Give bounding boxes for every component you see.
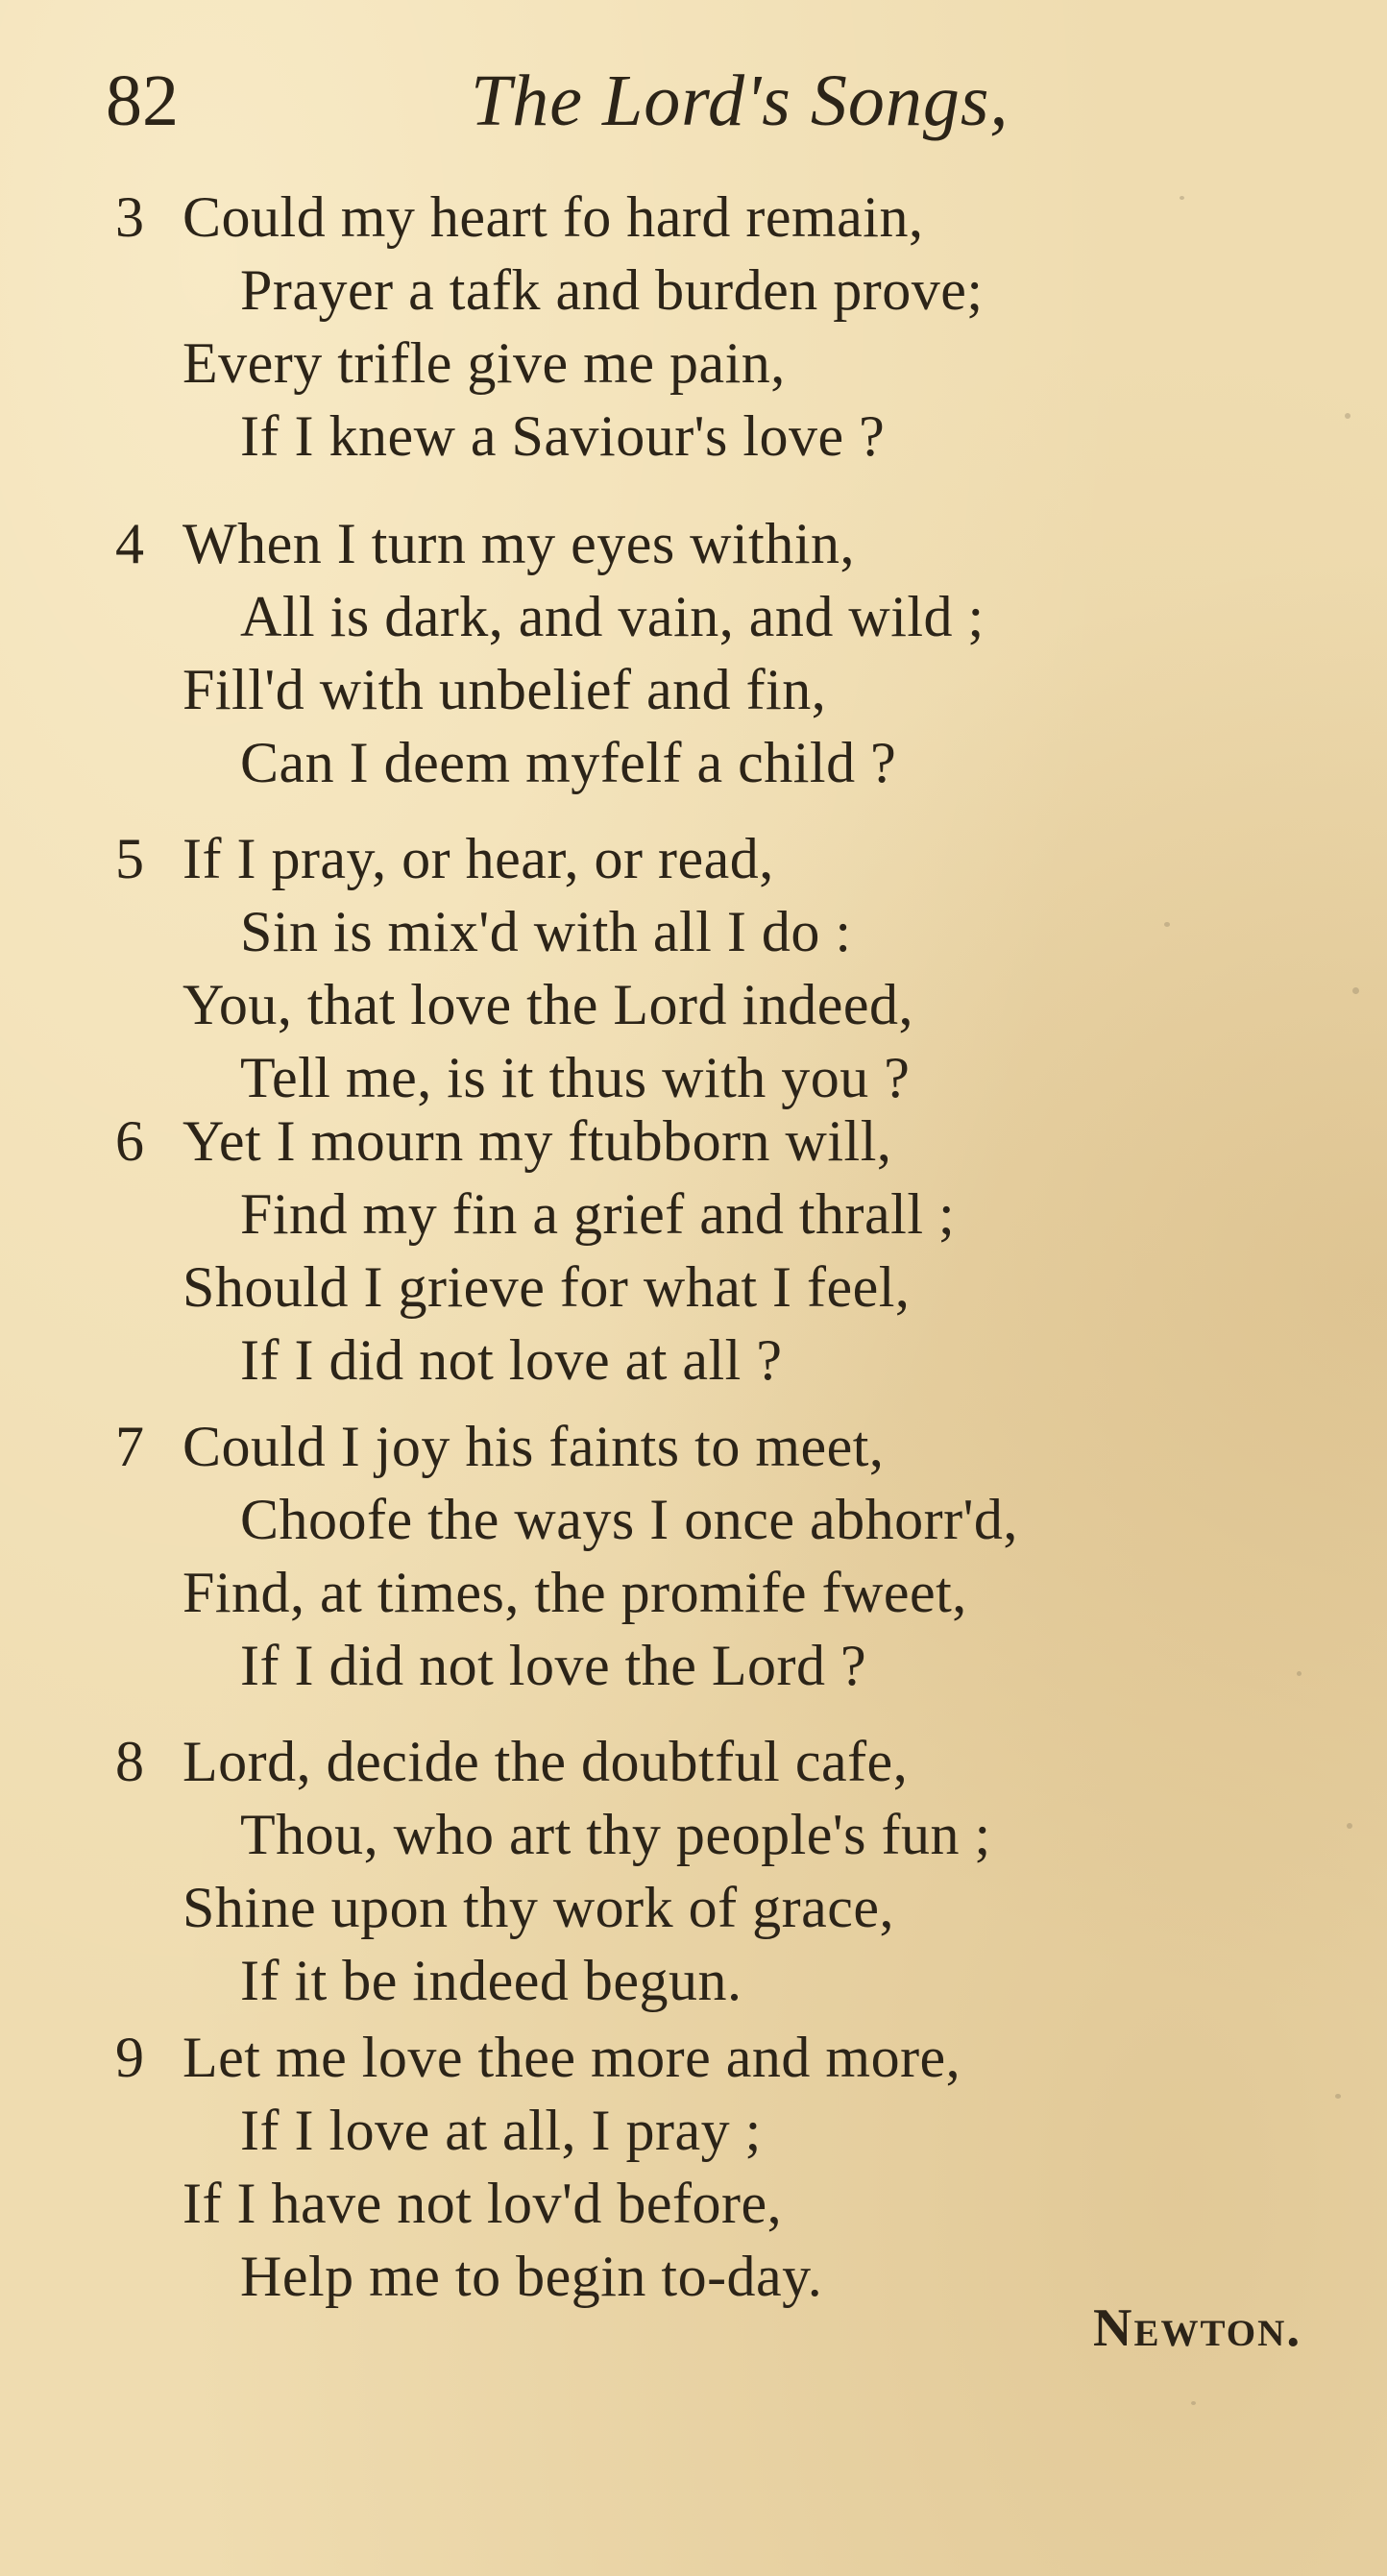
verse-line: Every trifle give me pain, xyxy=(182,331,786,395)
paper-speck xyxy=(1191,2401,1196,2405)
verse-line: Find, at times, the promife fweet, xyxy=(182,1561,967,1624)
paper-speck xyxy=(1335,2094,1341,2099)
verse-line: If I love at all, I pray ; xyxy=(240,2099,762,2162)
author-attribution: Newton. xyxy=(1093,2298,1302,2358)
verse-line: If I did not love the Lord ? xyxy=(240,1634,867,1697)
verse-line: If I did not love at all ? xyxy=(240,1328,783,1392)
verse-line: Let me love thee more and more, xyxy=(182,2026,961,2089)
page-header xyxy=(106,60,1066,165)
verse-line: All is dark, and vain, and wild ; xyxy=(240,585,985,648)
verse-line: You, that love the Lord indeed, xyxy=(182,973,913,1036)
verse-line: Help me to begin to-day. xyxy=(240,2245,823,2308)
verse-line: Sin is mix'd with all I do : xyxy=(240,900,852,963)
verse-line: If it be indeed begun. xyxy=(240,1949,742,2012)
paper-speck xyxy=(1180,196,1184,200)
stanza-number: 6 xyxy=(115,1109,144,1173)
verse-line: If I knew a Saviour's love ? xyxy=(240,404,886,468)
verse-line: Fill'd with unbelief and fin, xyxy=(182,658,827,721)
verse-line: If I pray, or hear, or read, xyxy=(182,827,774,890)
paper-speck xyxy=(1345,413,1350,419)
verse-line: Shine upon thy work of grace, xyxy=(182,1876,895,1939)
stanza-number: 5 xyxy=(115,827,144,890)
verse-line: Thou, who art thy people's fun ; xyxy=(240,1803,991,1866)
verse-line: Find my fin a grief and thrall ; xyxy=(240,1182,956,1246)
stanza-number: 3 xyxy=(115,185,144,249)
verse-line: Could I joy his faints to meet, xyxy=(182,1415,885,1478)
verse-line: Yet I mourn my ftubborn will, xyxy=(182,1109,892,1173)
running-head: The Lord's Songs, xyxy=(471,61,1010,141)
paper-speck xyxy=(1347,1823,1352,1829)
paper-speck xyxy=(1352,987,1359,994)
verse-line: Choofe the ways I once abhorr'd, xyxy=(240,1488,1018,1551)
stanza-number: 8 xyxy=(115,1730,144,1793)
stanza-number: 7 xyxy=(115,1415,144,1478)
verse-line: If I have not lov'd before, xyxy=(182,2172,783,2235)
verse-line: Lord, decide the doubtful cafe, xyxy=(182,1730,909,1793)
verse-line: Should I grieve for what I feel, xyxy=(182,1255,911,1319)
paper-speck xyxy=(1297,1671,1302,1676)
verse-line: Could my heart fo hard remain, xyxy=(182,185,924,249)
verse-line: When I turn my eyes within, xyxy=(182,512,856,575)
page-number: 82 xyxy=(106,61,179,141)
paper-speck xyxy=(1164,922,1170,927)
verse-line: Prayer a tafk and burden prove; xyxy=(240,258,984,322)
stanza-number: 9 xyxy=(115,2026,144,2089)
stanza-number: 4 xyxy=(115,512,144,575)
verse-line: Can I deem myfelf a child ? xyxy=(240,731,897,794)
verse-line: Tell me, is it thus with you ? xyxy=(240,1046,911,1109)
